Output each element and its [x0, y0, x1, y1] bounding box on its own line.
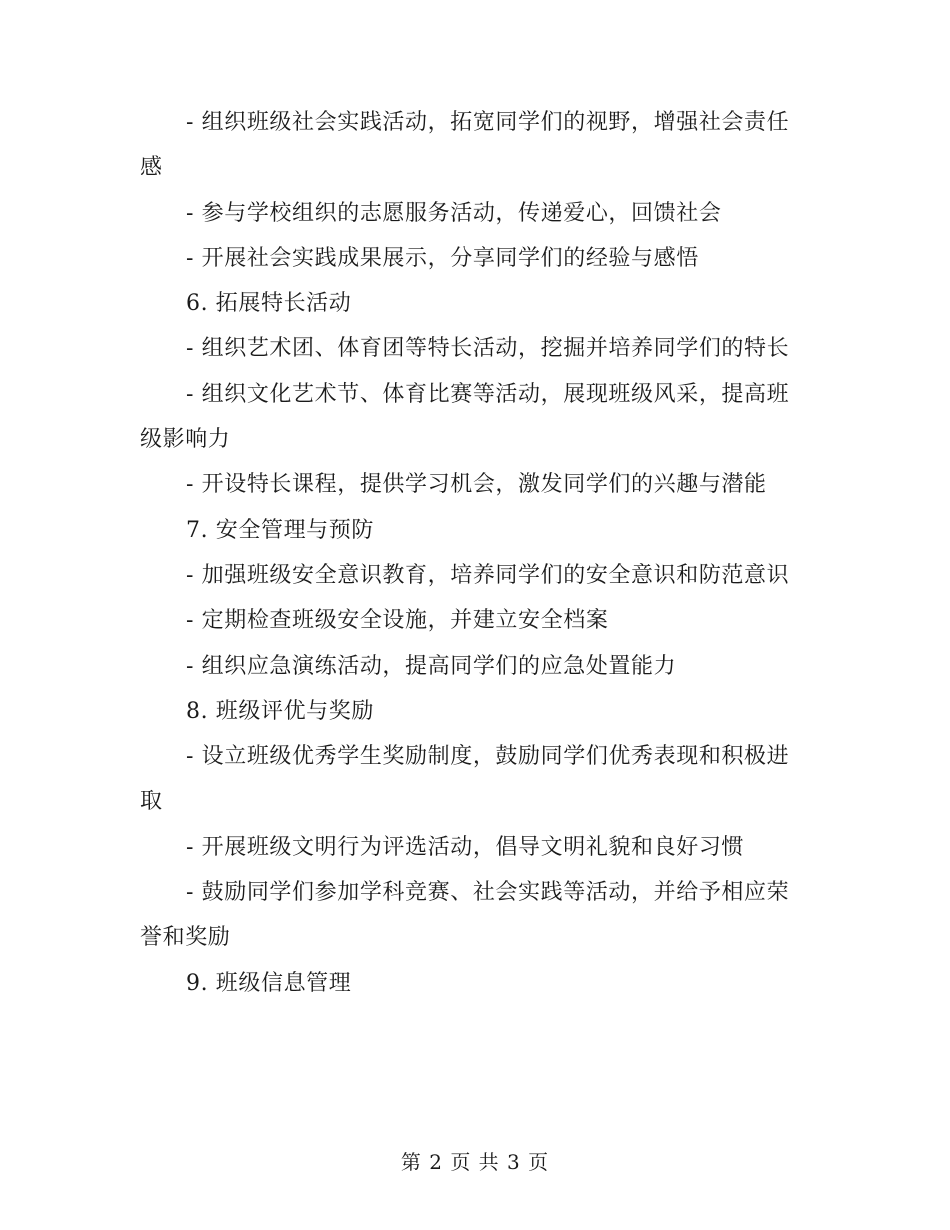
paragraph: - 加强班级安全意识教育，培养同学们的安全意识和防范意识 [186, 562, 790, 588]
paragraph: - 组织班级社会实践活动，拓宽同学们的视野，增强社会责任感 [140, 110, 790, 181]
paragraph: - 组织艺术团、体育团等特长活动，挖掘并培养同学们的特长 [186, 336, 790, 362]
paragraph: - 定期检查班级安全设施，并建立安全档案 [186, 608, 609, 634]
paragraph: - 开展班级文明行为评选活动，倡导文明礼貌和良好习惯 [186, 834, 745, 860]
section-heading: 7. 安全管理与预防 [186, 517, 374, 543]
document-body [140, 100, 800, 1006]
paragraph: - 开设特长课程，提供学习机会，激发同学们的兴趣与潜能 [186, 472, 767, 498]
section-heading: 6. 拓展特长活动 [186, 291, 352, 317]
paragraph: - 组织文化艺术节、体育比赛等活动，展现班级风采，提高班级影响力 [140, 381, 790, 453]
page-number-label: 第 2 页 共 3 页 [400, 1150, 550, 1174]
paragraph: - 参与学校组织的志愿服务活动，传递爱心，回馈社会 [186, 200, 722, 226]
paragraph: - 设立班级优秀学生奖励制度，鼓励同学们优秀表现和积极进取 [140, 744, 790, 815]
paragraph: - 组织应急演练活动，提高同学们的应急处置能力 [186, 653, 677, 679]
paragraph: - 鼓励同学们参加学科竞赛、社会实践等活动，并给予相应荣誉和奖励 [140, 880, 790, 951]
section-heading: 8. 班级评优与奖励 [186, 698, 374, 724]
section-heading: 9. 班级信息管理 [186, 970, 352, 996]
page-footer [0, 1146, 950, 1175]
paragraph: - 开展社会实践成果展示，分享同学们的经验与感悟 [186, 245, 699, 271]
